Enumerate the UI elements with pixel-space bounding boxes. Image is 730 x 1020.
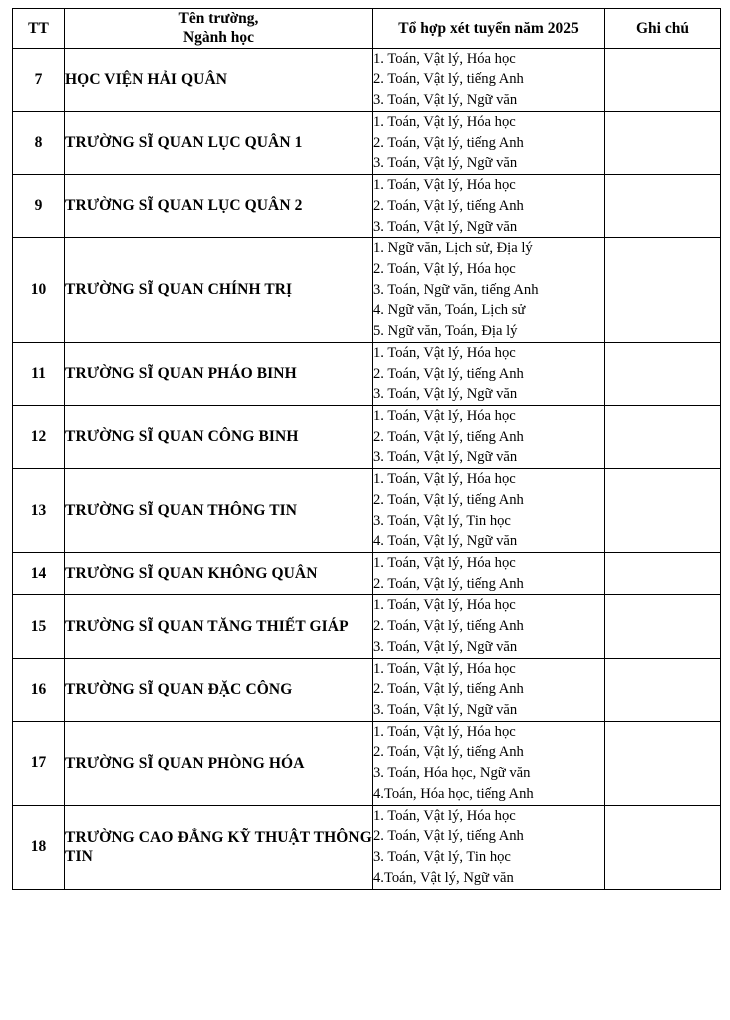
note-cell (605, 175, 721, 238)
table-row (13, 405, 721, 468)
combination-item: 1. Toán, Vật lý, Hóa học (373, 177, 516, 194)
combination-item: 4.Toán, Vật lý, Ngữ văn (373, 869, 514, 886)
header-tt: TT (13, 9, 65, 49)
school-name: TRƯỜNG SĨ QUAN PHÁO BINH (65, 342, 373, 405)
table-row (13, 469, 721, 553)
combination-item: 2. Toán, Vật lý, tiếng Anh (373, 575, 524, 592)
school-name: TRƯỜNG SĨ QUAN CHÍNH TRỊ (65, 238, 373, 343)
combination-item: 1. Toán, Vật lý, Hóa học (373, 50, 516, 67)
combination-list (373, 405, 605, 468)
note-cell (605, 469, 721, 553)
combination-item: 3. Toán, Vật lý, Ngữ văn (373, 638, 518, 655)
combination-item: 2. Toán, Vật lý, tiếng Anh (373, 828, 524, 845)
note-cell (605, 48, 721, 111)
combination-item: 2. Toán, Vật lý, tiếng Anh (373, 744, 524, 761)
table-row (13, 342, 721, 405)
combination-list (373, 658, 605, 721)
table-row (13, 48, 721, 111)
table-header (13, 9, 721, 49)
combination-list (373, 595, 605, 658)
table-row (13, 721, 721, 805)
combination-item: 2. Toán, Vật lý, Hóa học (373, 260, 516, 277)
note-cell (605, 805, 721, 889)
header-school-name-line1: Tên trường, (178, 10, 259, 27)
table-row (13, 805, 721, 889)
combination-item: 5. Ngữ văn, Toán, Địa lý (373, 323, 518, 340)
row-index: 18 (13, 805, 65, 889)
table-body (13, 48, 721, 889)
school-name: TRƯỜNG SĨ QUAN TĂNG THIẾT GIÁP (65, 595, 373, 658)
school-name: TRƯỜNG SĨ QUAN PHÒNG HÓA (65, 721, 373, 805)
combination-list (373, 805, 605, 889)
combination-item: 1. Toán, Vật lý, Hóa học (373, 407, 516, 424)
combination-item: 2. Toán, Vật lý, tiếng Anh (373, 197, 524, 214)
table-row (13, 658, 721, 721)
note-cell (605, 658, 721, 721)
row-index: 12 (13, 405, 65, 468)
row-index: 14 (13, 553, 65, 595)
combination-list (373, 721, 605, 805)
school-name: TRƯỜNG SĨ QUAN ĐẶC CÔNG (65, 658, 373, 721)
school-name: TRƯỜNG CAO ĐẲNG KỸ THUẬT THÔNG TIN (65, 805, 373, 889)
table-row (13, 595, 721, 658)
school-name: HỌC VIỆN HẢI QUÂN (65, 48, 373, 111)
combination-item: 3. Toán, Ngữ văn, tiếng Anh (373, 281, 539, 298)
header-row (13, 9, 721, 49)
combination-item: 1. Toán, Vật lý, Hóa học (373, 660, 516, 677)
combination-list (373, 469, 605, 553)
header-note: Ghi chú (605, 9, 721, 49)
combination-item: 3. Toán, Vật lý, Ngữ văn (373, 449, 518, 466)
combination-list (373, 175, 605, 238)
combination-item: 3. Toán, Vật lý, Ngữ văn (373, 702, 518, 719)
table-row (13, 553, 721, 595)
note-cell (605, 238, 721, 343)
combination-item: 4. Toán, Vật lý, Ngữ văn (373, 533, 518, 550)
combination-list (373, 111, 605, 174)
combination-item: 2. Toán, Vật lý, tiếng Anh (373, 428, 524, 445)
combination-item: 1. Toán, Vật lý, Hóa học (373, 113, 516, 130)
combination-item: 1. Toán, Vật lý, Hóa học (373, 807, 516, 824)
note-cell (605, 553, 721, 595)
row-index: 17 (13, 721, 65, 805)
school-name: TRƯỜNG SĨ QUAN LỤC QUÂN 1 (65, 111, 373, 174)
combination-item: 2. Toán, Vật lý, tiếng Anh (373, 71, 524, 88)
row-index: 7 (13, 48, 65, 111)
header-combination: Tổ hợp xét tuyển năm 2025 (373, 9, 605, 49)
school-name: TRƯỜNG SĨ QUAN LỤC QUÂN 2 (65, 175, 373, 238)
combination-item: 3. Toán, Vật lý, Tin học (373, 849, 511, 866)
combination-item: 3. Toán, Vật lý, Ngữ văn (373, 218, 518, 235)
combination-item: 3. Toán, Vật lý, Ngữ văn (373, 92, 518, 109)
combination-item: 2. Toán, Vật lý, tiếng Anh (373, 365, 524, 382)
combination-item: 1. Toán, Vật lý, Hóa học (373, 471, 516, 488)
row-index: 9 (13, 175, 65, 238)
combination-item: 2. Toán, Vật lý, tiếng Anh (373, 618, 524, 635)
combination-list (373, 48, 605, 111)
combination-item: 1. Toán, Vật lý, Hóa học (373, 555, 516, 571)
table-row (13, 111, 721, 174)
note-cell (605, 111, 721, 174)
combination-item: 3. Toán, Vật lý, Ngữ văn (373, 155, 518, 172)
combination-item: 1. Toán, Vật lý, Hóa học (373, 597, 516, 614)
row-index: 16 (13, 658, 65, 721)
combination-item: 3. Toán, Vật lý, Ngữ văn (373, 386, 518, 403)
row-index: 13 (13, 469, 65, 553)
combination-item: 3. Toán, Vật lý, Tin học (373, 512, 511, 529)
row-index: 8 (13, 111, 65, 174)
admissions-table (12, 8, 721, 890)
combination-item: 4.Toán, Hóa học, tiếng Anh (373, 785, 534, 802)
school-name: TRƯỜNG SĨ QUAN KHÔNG QUÂN (65, 553, 373, 595)
header-school-name (65, 9, 373, 49)
combination-list (373, 553, 605, 595)
combination-list (373, 342, 605, 405)
row-index: 15 (13, 595, 65, 658)
combination-item: 1. Toán, Vật lý, Hóa học (373, 723, 516, 740)
school-name: TRƯỜNG SĨ QUAN THÔNG TIN (65, 469, 373, 553)
note-cell (605, 342, 721, 405)
combination-list (373, 238, 605, 343)
table-row (13, 175, 721, 238)
row-index: 11 (13, 342, 65, 405)
note-cell (605, 405, 721, 468)
school-name: TRƯỜNG SĨ QUAN CÔNG BINH (65, 405, 373, 468)
combination-item: 2. Toán, Vật lý, tiếng Anh (373, 681, 524, 698)
row-index: 10 (13, 238, 65, 343)
combination-item: 2. Toán, Vật lý, tiếng Anh (373, 491, 524, 508)
combination-item: 1. Ngữ văn, Lịch sử, Địa lý (373, 240, 533, 257)
note-cell (605, 595, 721, 658)
combination-item: 4. Ngữ văn, Toán, Lịch sử (373, 302, 526, 319)
combination-item: 1. Toán, Vật lý, Hóa học (373, 344, 516, 361)
combination-item: 2. Toán, Vật lý, tiếng Anh (373, 134, 524, 151)
combination-item: 3. Toán, Hóa học, Ngữ văn (373, 765, 531, 782)
note-cell (605, 721, 721, 805)
table-row (13, 238, 721, 343)
header-school-name-line2: Ngành học (182, 29, 255, 47)
